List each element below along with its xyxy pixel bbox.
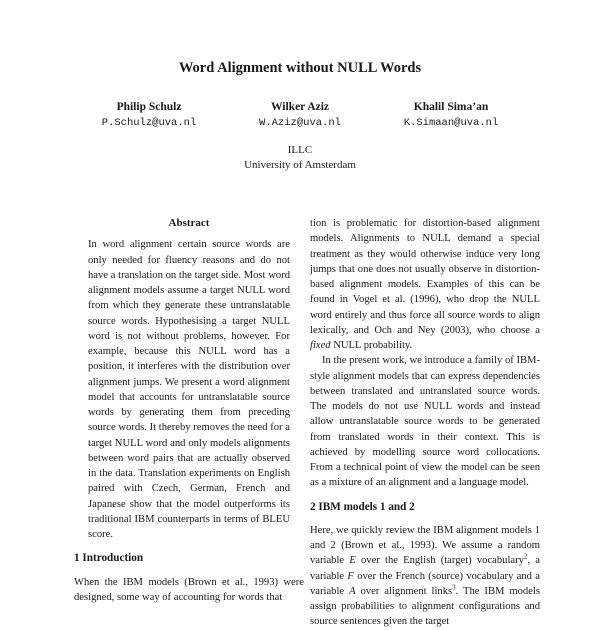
author-3 (366, 100, 536, 131)
section-2-text (310, 523, 540, 630)
author-email: W.Aziz@uva.nl (259, 117, 341, 129)
footnote-mark[interactable]: 3 (452, 583, 456, 592)
section-2-heading: 2 IBM models 1 and 2 (310, 500, 415, 513)
author-name: Philip Schulz (116, 101, 182, 113)
intro-paragraph-2: In the present work, we introduce a family of IBM-style alignment models that can express dependencies between translated and untranslated source words. The models do not use NULL words and instead allow untranslatable source words to be generated from translated words in their context. This is achieved by modelling source word collocations. From a technical point of view the model can be seen as a mixture of an alignment and a language model. (310, 355, 540, 489)
text-run: Here, we quickly review the IBM alignment models 1 and 2 (Brown et al., 1993). We assume a random variable (310, 524, 540, 567)
author-email: K.Simaan@uva.nl (403, 117, 499, 129)
text-run: over the French (source) vocabulary and a variable (310, 570, 540, 597)
text-run: over the English (target) vocabulary (355, 555, 524, 567)
math-var: F (347, 570, 354, 582)
left-column (74, 216, 304, 605)
abstract-text: In word alignment certain source words are only needed for fluency reasons and do not have a translation on the target side. Most word alignment models assume a target NULL word from which they generate these untranslatable source words. Hypothesising a target NULL word is not without problems, however. For example, because this NULL word has a position, it interferes with the distribution over alignment jumps. We present a word alignment model that accounts for untranslatable source words by generating them from preceding source words. It thereby removes the need for a target NULL word and only models alignments between word pairs that are actually observed in the data. Translation experiments on English paired with Czech, German, French and Japanese show that the model outperforms its traditional IBM counterparts in terms of BLEU score. (88, 239, 290, 540)
text-run: . The IBM models assign probabilities to alignment configurations and source sentences given the target (310, 585, 540, 628)
affiliation (0, 143, 600, 173)
section-1-text: When the IBM models (Brown et al., 1993) were designed, some way of accounting for words that (74, 576, 304, 603)
text-run: , a variable (310, 555, 540, 582)
author-2 (215, 100, 385, 131)
section-1-heading: 1 Introduction (74, 552, 144, 565)
abstract-heading: Abstract (168, 217, 210, 229)
math-var: E (349, 555, 356, 567)
text-run: tion is problematic for distortion-based alignment models. Alignments to NULL demand a special treatment as they would otherwise induce very long jumps that one does not usually observe in distortion-based alignment models. Examples of this can be found in Vogel et al. (1996), who drop the NULL word entirely and thus force all source words to align lexically, and Och and Ney (2003), who choose a (310, 218, 540, 336)
math-var: A (349, 585, 356, 597)
affiliation-university: University of Amsterdam (244, 159, 356, 171)
text-run: NULL probability. (330, 340, 413, 351)
author-name: Khalil Sima’an (413, 101, 489, 113)
emphasis: fixed (310, 340, 331, 351)
right-column (310, 216, 540, 630)
footnote-mark[interactable]: 2 (523, 552, 528, 561)
text-run: over alignment links (355, 585, 453, 597)
paper-title: Word Alignment without NULL Words (178, 60, 422, 76)
affiliation-org: ILLC (287, 144, 313, 156)
intro-paragraph-continued (310, 216, 540, 353)
author-1 (64, 100, 234, 131)
author-name: Wilker Aziz (270, 101, 330, 113)
author-email: P.Schulz@uva.nl (101, 117, 197, 129)
